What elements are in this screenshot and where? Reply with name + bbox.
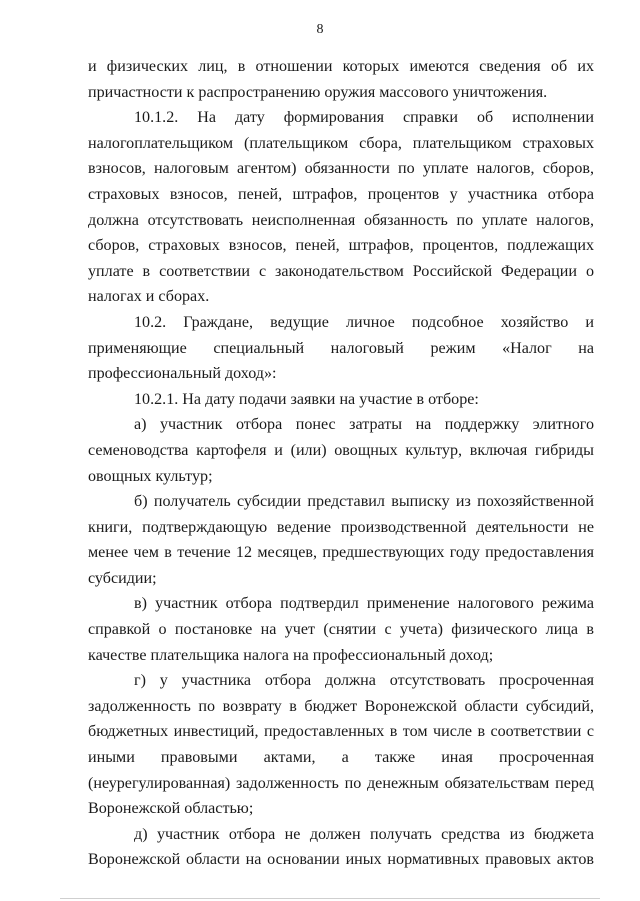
paragraph-item-d: д) участник отбора не должен получать средства из бюджета Воронежской области на основании иных нормативных правовых актов xyxy=(88,825,594,869)
paragraph-10-2-1: 10.2.1. На дату подачи заявки на участие в отборе: xyxy=(134,390,479,408)
paragraph-item-a: а) участник отбора понес затраты на поддержку элитного семеноводства картофеля и (или) овощных культур, включая гибриды овощных культур; xyxy=(88,416,594,485)
paragraph-10-2: 10.2. Граждане, ведущие личное подсобное хозяйство и применяющие специальный налоговый режим «Налог на профессиональный доход»: xyxy=(88,313,594,383)
page-number: 8 xyxy=(316,22,324,37)
paragraph-10-1-2: 10.1.2. На дату формирования справки об исполнении налогоплательщиком (плательщиком сбора, плательщиком страховых взносов, налоговым агентом) обязанности по уплате налогов, сборов, страховых взносов, пеней, штрафов, процентов у участника отбора должна отсутствовать неисполненная обязанность по уплате налогов, сборов, страховых взносов, пеней, штрафов, процентов, подлежащих уплате в соответствии с законодательством Российской Федерации о налогах и сборах. xyxy=(88,109,594,306)
document-body xyxy=(88,54,594,873)
paragraph-item-g: г) у участника отбора должна отсутствовать просроченная задолженность по возврату в бюджет Воронежской области субсидий, бюджетных инвестиций, предоставленных в том числе в соответствии с иными правовыми актами, а также иная просроченная (неурегулированная) задолженность по денежным обязательствам перед Воронежской областью; xyxy=(88,672,594,818)
paragraph-item-v: в) участник отбора подтвердил применение налогового режима справкой о постановке на учет (снятии с учета) физического лица в качестве плательщика налога на профессиональный доход; xyxy=(88,595,594,664)
scan-edge-line xyxy=(60,898,600,899)
paragraph-item-b: б) получатель субсидии представил выписку из похозяйственной книги, подтверждающую ведение производственной деятельности не менее чем в течение 12 месяцев, предшествующих году предоставления субсидии; xyxy=(88,493,594,587)
paragraph-continuation: и физических лиц, в отношении которых имеются сведения об их причастности к распространению оружия массового уничтожения. xyxy=(88,58,594,101)
